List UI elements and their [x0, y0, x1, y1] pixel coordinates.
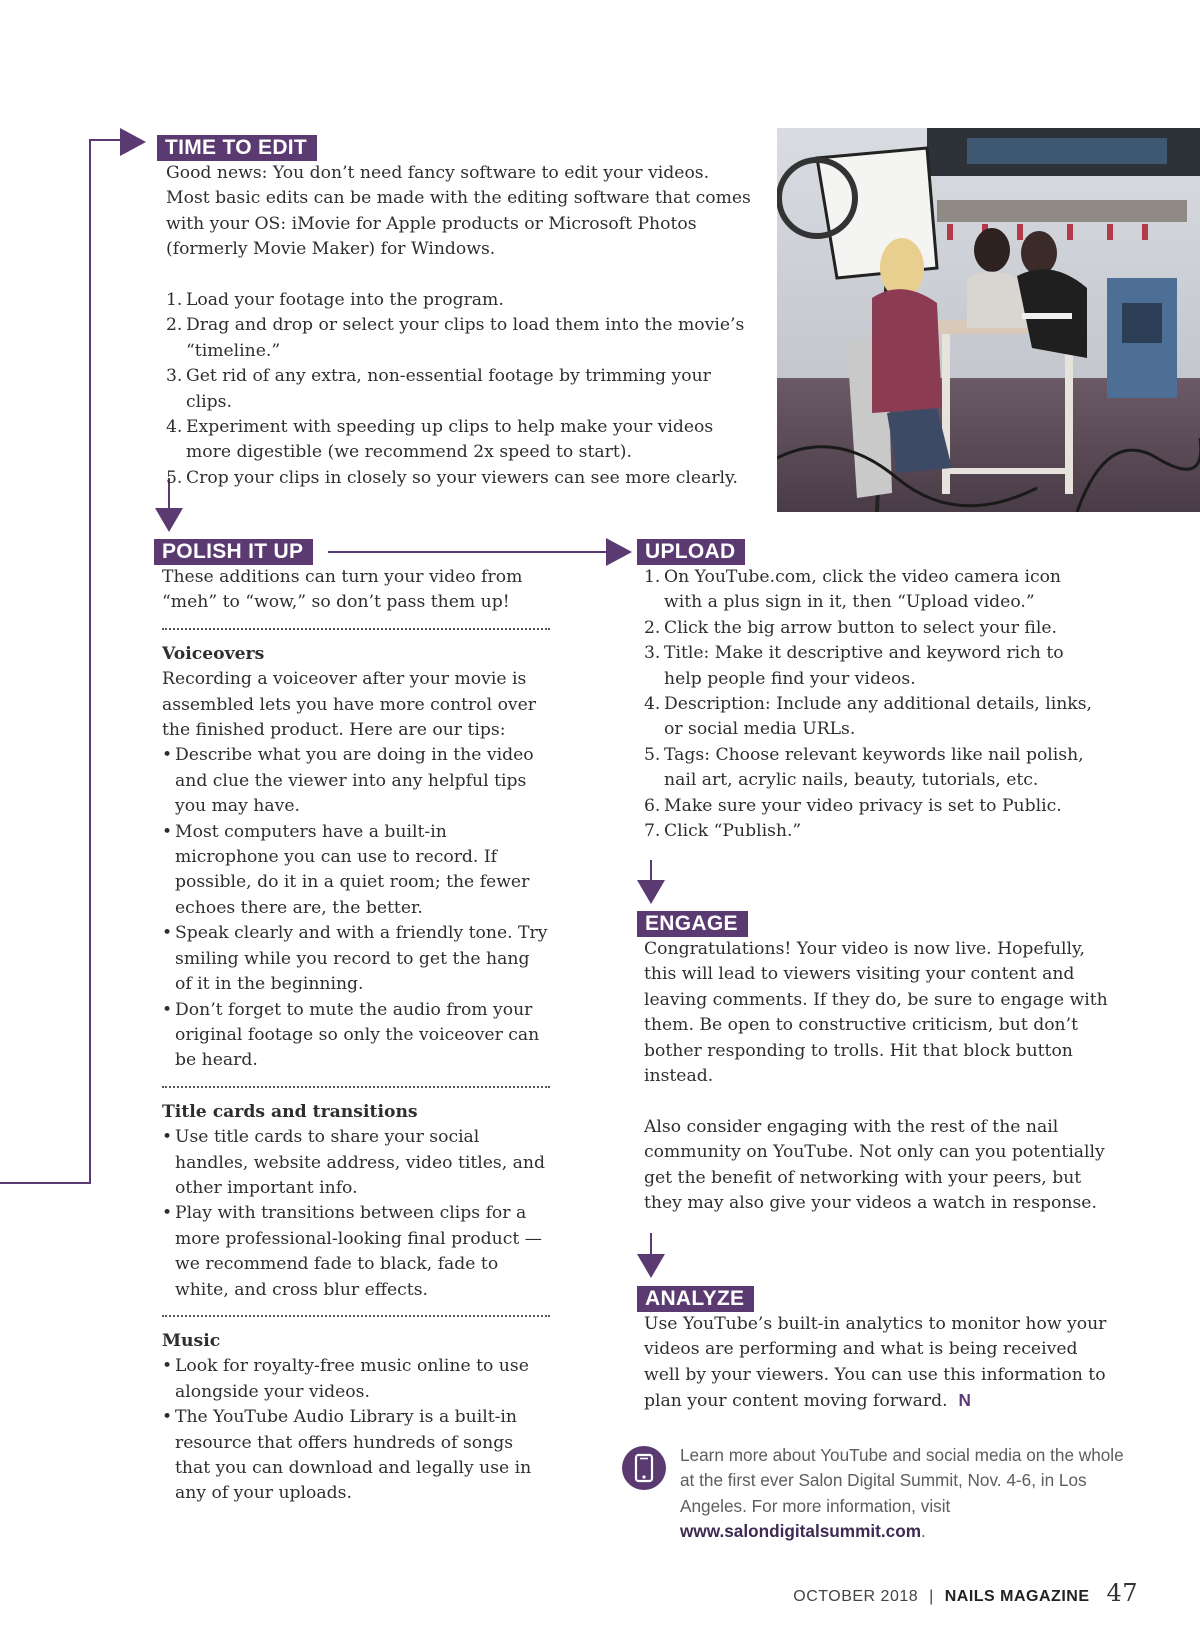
list-item: • Look for royalty-free music online to use alongside your videos.: [162, 1354, 550, 1405]
voiceovers-tips-list: [162, 743, 550, 1073]
arrow-right-icon: [120, 128, 146, 156]
section-heading-polish-it-up: POLISH IT UP: [154, 539, 313, 565]
polish-body: [162, 565, 550, 1507]
page-number: 47: [1106, 1579, 1138, 1607]
list-item: 2. Click the big arrow button to select your file.: [644, 617, 1057, 638]
footer-separator: |: [929, 1588, 934, 1605]
list-item: • Don’t forget to mute the audio from your original footage so only the voiceover can be heard.: [162, 998, 550, 1074]
music-list: [162, 1354, 550, 1506]
footer-brand: NAILS MAGAZINE: [944, 1588, 1090, 1605]
list-item: 6. Make sure your video privacy is set to Public.: [644, 795, 1062, 816]
summit-tip-suffix: .: [920, 1521, 926, 1542]
list-item: 7. Click “Publish.”: [644, 821, 802, 842]
list-item: • Most computers have a built-in microphone you can use to record. If possible, do it in a quiet room; the fewer echoes there are, the better.: [162, 820, 550, 922]
music-title: Music: [162, 1330, 221, 1351]
list-item: 2. Drag and drop or select your clips to load them into the movie’s “timeline.”: [166, 315, 745, 361]
analyze-body: [644, 1312, 1114, 1415]
arrow-down-icon: [637, 880, 665, 904]
section-heading-analyze: ANALYZE: [637, 1286, 754, 1312]
mobile-phone-icon: [622, 1446, 666, 1490]
list-item: 1. Load your footage into the program.: [166, 290, 504, 311]
list-item: • Speak clearly and with a friendly tone. Try smiling while you record to get the hang of it in the beginning.: [162, 921, 550, 997]
list-item: • The YouTube Audio Library is a built-in resource that offers hundreds of songs that you can download and legally use in any of your uploads.: [162, 1405, 550, 1507]
arrow-right-icon: [606, 538, 632, 566]
time-to-edit-intro: Good news: You don’t need fancy software to edit your videos. Most basic edits can be made with the editing software that comes with your OS: iMovie for Apple products or Microsoft Photos (formerly Movie Maker) for Windows.: [166, 163, 751, 260]
section-heading-time-to-edit: TIME TO EDIT: [157, 135, 317, 161]
list-item: 5. Crop your clips in closely so your viewers can see more clearly.: [166, 467, 738, 488]
edit-steps-list: [166, 288, 751, 491]
title-cards-title: Title cards and transitions: [162, 1101, 418, 1122]
page-footer: [793, 1579, 1138, 1607]
dotted-divider: [162, 1315, 550, 1317]
polish-intro: These additions can turn your video from “meh” to “wow,” so don’t pass them up!: [162, 567, 523, 613]
upload-body: [644, 565, 1104, 844]
arrow-down-icon: [155, 508, 183, 532]
engage-paragraph: Also consider engaging with the rest of the nail community on YouTube. Not only can you potentially get the benefit of networking with your peers, but they may also give your videos a watch in response.: [644, 1116, 1105, 1214]
section-heading-engage: ENGAGE: [637, 911, 748, 937]
engage-body: [644, 937, 1114, 1216]
list-item: 3. Get rid of any extra, non-essential footage by trimming your clips.: [166, 366, 711, 412]
list-item: 4. Description: Include any additional details, links, or social media URLs.: [644, 694, 1092, 740]
time-to-edit-body: [166, 161, 751, 491]
title-cards-list: [162, 1125, 550, 1303]
studio-photo: [777, 128, 1200, 512]
engage-paragraph: Congratulations! Your video is now live. Hopefully, this will lead to viewers visiting your content and leaving comments. If they do, be sure to engage with them. Be open to constructive criticism, but don’t bother responding to trolls. Hit that block button instead.: [644, 939, 1108, 1087]
voiceovers-title: Voiceovers: [162, 643, 265, 664]
list-item: 3. Title: Make it descriptive and keyword rich to help people find your videos.: [644, 643, 1064, 689]
list-item: • Use title cards to share your social handles, website address, video titles, and other important info.: [162, 1125, 550, 1201]
dotted-divider: [162, 628, 550, 630]
list-item: • Describe what you are doing in the video and clue the viewer into any helpful tips you may have.: [162, 743, 550, 819]
arrow-down-icon: [637, 1254, 665, 1278]
connector-left-bracket: [0, 140, 120, 1183]
list-item: 5. Tags: Choose relevant keywords like nail polish, nail art, acrylic nails, beauty, tutorials, etc.: [644, 744, 1084, 791]
list-item: 1. On YouTube.com, click the video camera icon with a plus sign in it, then “Upload video.”: [644, 567, 1061, 613]
list-item: • Play with transitions between clips for a more professional-looking final product — we recommend fade to black, fade to white, and cross blur effects.: [162, 1201, 550, 1303]
list-item: 4. Experiment with speeding up clips to help make your videos more digestible (we recommend 2x speed to start).: [166, 417, 714, 463]
analyze-text: Use YouTube’s built-in analytics to monitor how your videos are performing and what is being received well by your viewers. You can use this information to plan your content moving forward.: [644, 1314, 1107, 1412]
dotted-divider: [162, 1086, 550, 1088]
upload-steps-list: [644, 565, 1104, 844]
voiceovers-intro: Recording a voiceover after your movie is assembled lets you have more control over the finished product. Here are our tips:: [162, 669, 537, 741]
summit-tip-text: Learn more about YouTube and social media on the whole at the first ever Salon Digital Summit, Nov. 4-6, in Los Angeles. For more information, visit: [680, 1445, 1124, 1516]
summit-link[interactable]: www.salondigitalsummit.com: [680, 1521, 921, 1542]
end-mark: N: [958, 1390, 971, 1411]
section-heading-upload: UPLOAD: [637, 539, 745, 565]
summit-tip: [680, 1443, 1130, 1545]
footer-date: OCTOBER 2018: [793, 1588, 919, 1605]
